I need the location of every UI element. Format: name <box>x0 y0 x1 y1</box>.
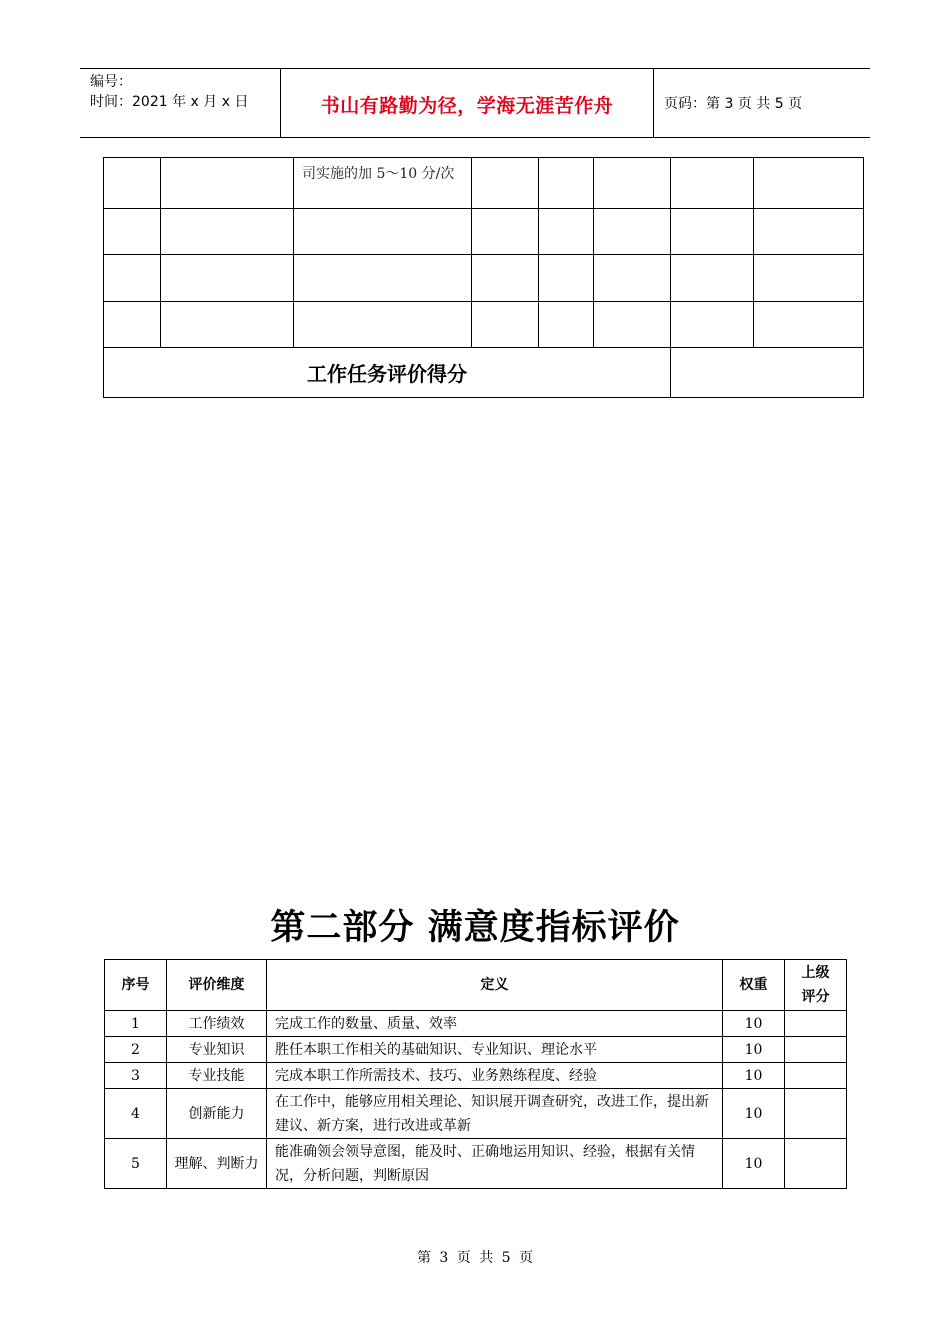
satisfaction-table <box>104 959 847 1189</box>
table-row <box>105 1089 847 1139</box>
header-page-cell <box>654 69 870 137</box>
criteria-fragment: 司实施的加 5～10 分/次 <box>294 158 472 209</box>
table-cell <box>539 255 594 302</box>
row-score <box>785 1063 847 1089</box>
table-cell <box>294 255 472 302</box>
table-cell <box>472 209 539 255</box>
total-score-value <box>671 348 864 398</box>
table-cell <box>539 209 594 255</box>
row-dimension: 工作绩效 <box>167 1011 267 1037</box>
table-cell <box>161 158 294 209</box>
table-cell <box>594 209 671 255</box>
table-row <box>105 1139 847 1189</box>
table-cell <box>472 255 539 302</box>
row-seq: 4 <box>105 1089 167 1139</box>
header-score: 上级评分 <box>785 960 847 1011</box>
total-score-label: 工作任务评价得分 <box>104 348 671 398</box>
header-motto-cell <box>281 69 654 137</box>
table-cell <box>472 302 539 348</box>
table-cell <box>671 302 754 348</box>
table-cell <box>671 158 754 209</box>
row-seq: 3 <box>105 1063 167 1089</box>
row-score <box>785 1011 847 1037</box>
table-cell <box>161 302 294 348</box>
table-cell <box>754 302 864 348</box>
table-header-row <box>105 960 847 1011</box>
header-seq: 序号 <box>105 960 167 1011</box>
table-cell <box>594 255 671 302</box>
row-weight: 10 <box>723 1037 785 1063</box>
row-definition: 胜任本职工作相关的基础知识、专业知识、理论水平 <box>267 1037 723 1063</box>
row-dimension: 专业知识 <box>167 1037 267 1063</box>
table-cell <box>539 302 594 348</box>
row-definition: 在工作中，能够应用相关理论、知识展开调查研究，改进工作，提出新建议、新方案，进行改进或革新 <box>267 1089 723 1139</box>
header-meta <box>80 69 281 137</box>
row-dimension: 理解、判断力 <box>167 1139 267 1189</box>
header-page-info: 页码：第 3 页 共 5 页 <box>664 96 803 112</box>
table-cell <box>294 209 472 255</box>
table-cell <box>754 158 864 209</box>
table-cell <box>594 302 671 348</box>
table-cell <box>594 158 671 209</box>
table-cell <box>472 158 539 209</box>
row-score <box>785 1037 847 1063</box>
row-score <box>785 1089 847 1139</box>
table-row <box>104 158 864 209</box>
row-score <box>785 1139 847 1189</box>
table-cell <box>294 302 472 348</box>
task-evaluation-table <box>103 157 864 398</box>
table-cell <box>161 255 294 302</box>
section-title: 第二部分 满意度指标评价 <box>270 907 680 948</box>
table-cell <box>671 209 754 255</box>
row-seq: 2 <box>105 1037 167 1063</box>
row-weight: 10 <box>723 1139 785 1189</box>
table-cell <box>104 255 161 302</box>
row-definition: 完成本职工作所需技术、技巧、业务熟练程度、经验 <box>267 1063 723 1089</box>
table-cell <box>671 255 754 302</box>
table-row <box>104 302 864 348</box>
table-cell <box>539 158 594 209</box>
row-seq: 5 <box>105 1139 167 1189</box>
row-dimension: 专业技能 <box>167 1063 267 1089</box>
header-dimension: 评价维度 <box>167 960 267 1011</box>
row-definition: 能准确领会领导意图，能及时、正确地运用知识、经验，根据有关情况，分析问题，判断原因 <box>267 1139 723 1189</box>
total-score-row <box>104 348 864 398</box>
table-row <box>104 255 864 302</box>
table-cell <box>104 158 161 209</box>
row-seq: 1 <box>105 1011 167 1037</box>
document-date: 时间：2021 年 x 月 x 日 <box>90 94 249 110</box>
table-cell <box>161 209 294 255</box>
page-footer: 第 3 页 共 5 页 <box>416 1250 534 1266</box>
row-weight: 10 <box>723 1089 785 1139</box>
table-cell <box>754 209 864 255</box>
table-row <box>105 1063 847 1089</box>
row-weight: 10 <box>723 1011 785 1037</box>
table-cell <box>104 302 161 348</box>
header-motto: 书山有路勤为径，学海无涯苦作舟 <box>320 95 614 117</box>
row-weight: 10 <box>723 1063 785 1089</box>
table-cell <box>754 255 864 302</box>
document-number-label: 编号： <box>90 74 132 90</box>
page-header <box>80 68 870 138</box>
header-definition: 定义 <box>267 960 723 1011</box>
table-row <box>105 1011 847 1037</box>
table-row <box>104 209 864 255</box>
table-row <box>105 1037 847 1063</box>
row-dimension: 创新能力 <box>167 1089 267 1139</box>
table-cell <box>104 209 161 255</box>
row-definition: 完成工作的数量、质量、效率 <box>267 1011 723 1037</box>
header-weight: 权重 <box>723 960 785 1011</box>
